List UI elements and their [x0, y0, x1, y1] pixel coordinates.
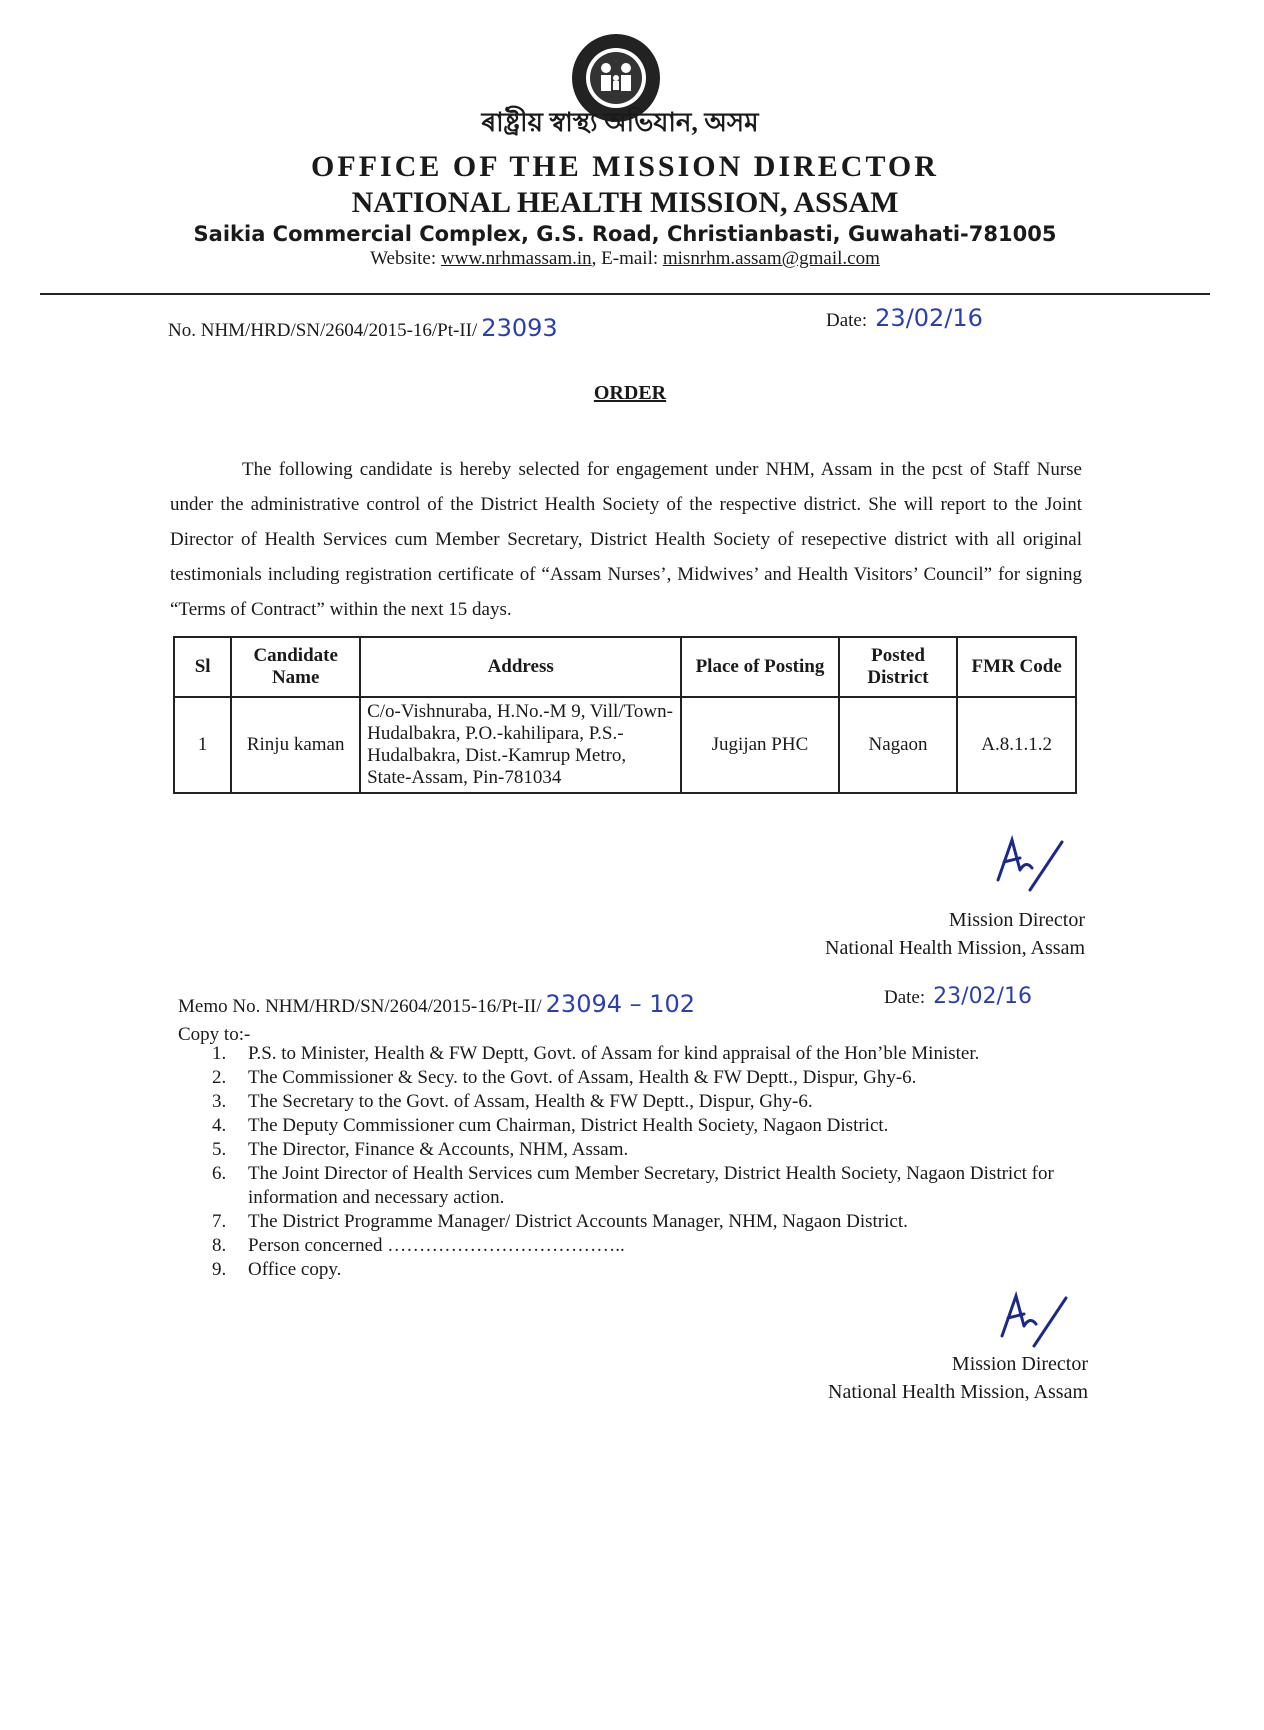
cell-posted-district: Nagaon: [839, 697, 958, 793]
website-link[interactable]: www.nrhmassam.in: [440, 248, 592, 269]
organisation-title: NATIONAL HEALTH MISSION, ASSAM: [351, 186, 899, 219]
reference-handwritten-date: 23/02/16: [875, 304, 983, 332]
list-item: 8. Person concerned ………………………………..: [212, 1235, 625, 1256]
memo-prefix: Memo No. NHM/HRD/SN/2604/2015-16/Pt-II/: [178, 996, 542, 1017]
header-candidate-name: Candidate Name: [231, 637, 360, 697]
header-fmr-code: FMR Code: [957, 637, 1076, 697]
order-body: The following candidate is hereby selected for engagement under NHM, Assam in the pcst of Staff Nurse under the administrative control of the District Health Society of the respective district. She will report to the Joint Director of Health Services cum Member Secretary, District Health Society of resepective district with all original testimonials including registration certificate of “Assam Nurses’, Midwives’ and Health Visitors’ Council” for signing “Terms of Contract” within the next 15 days.: [170, 459, 1082, 620]
memo-date: [884, 984, 1032, 1009]
list-item: 9. Office copy.: [212, 1259, 342, 1280]
list-item: 4. The Deputy Commissioner cum Chairman, District Health Society, Nagaon District.: [212, 1115, 889, 1136]
cell-candidate-name: Rinju kaman: [231, 697, 360, 793]
reference-handwritten-number: 23093: [481, 314, 558, 342]
list-item: 2. The Commissioner & Secy. to the Govt. of Assam, Health & FW Deptt., Dispur, Ghy-6.: [212, 1067, 917, 1088]
cell-fmr-code: A.8.1.1.2: [957, 697, 1076, 793]
contact-line: [200, 248, 1050, 270]
header-divider: [40, 293, 1210, 295]
cell-sl: 1: [174, 697, 231, 793]
copy-to-list: [212, 1042, 1092, 1282]
email-label: , E-mail:: [591, 248, 659, 269]
list-item: 3. The Secretary to the Govt. of Assam, Health & FW Deptt., Dispur, Ghy-6.: [212, 1091, 813, 1112]
memo-handwritten-date: 23/02/16: [933, 984, 1032, 1009]
copy-to-label: Copy to:-: [178, 1024, 251, 1045]
reference-date: [826, 304, 983, 332]
table-row: [174, 697, 1076, 793]
signatory-designation: Mission Director: [948, 909, 1085, 931]
order-heading: ORDER: [593, 382, 667, 404]
cell-address: C/o-Vishnuraba, H.No.-M 9, Vill/Town-Hudalbakra, P.O.-kahilipara, P.S.-Hudalbakra, Dist.-Kamrup Metro, State-Assam, Pin-781034: [360, 697, 681, 793]
header-place-of-posting: Place of Posting: [681, 637, 838, 697]
list-item: 1. P.S. to Minister, Health & FW Deptt, Govt. of Assam for kind appraisal of the Hon’ble Minister.: [212, 1043, 980, 1064]
memo-handwritten-number: 23094 – 102: [545, 990, 696, 1018]
signature-2: [994, 1286, 1074, 1356]
signatory-title-1: [700, 906, 1085, 962]
signatory-title-2: [700, 1350, 1088, 1406]
signature-1: [990, 830, 1070, 900]
list-item: 5. The Director, Finance & Accounts, NHM, Assam.: [212, 1139, 629, 1160]
office-address: Saikia Commercial Complex, G.S. Road, Christianbasti, Guwahati-781005: [193, 222, 1057, 246]
signatory-organisation: National Health Mission, Assam: [828, 1381, 1088, 1403]
signatory-designation: Mission Director: [951, 1353, 1088, 1375]
email-link[interactable]: misnrhm.assam@gmail.com: [662, 248, 880, 269]
website-label: Website:: [370, 248, 437, 269]
office-title: OFFICE OF THE MISSION DIRECTOR: [311, 150, 939, 183]
cell-place-of-posting: Jugijan PHC: [681, 697, 838, 793]
header-address: Address: [360, 637, 681, 697]
bengali-title: ৰাষ্ট্ৰীয় স্বাস্থ্য অভিযান, অসম: [481, 108, 759, 137]
memo-date-label: Date:: [884, 987, 926, 1008]
memo-number: [178, 990, 695, 1018]
reference-number: [168, 314, 558, 342]
list-item: 6. The Joint Director of Health Services cum Member Secretary, District Health Society, Nagaon District for information and necessary action.: [212, 1163, 1054, 1208]
reference-date-label: Date:: [826, 310, 868, 331]
header-posted-district: Posted District: [839, 637, 958, 697]
reference-prefix: No. NHM/HRD/SN/2604/2015-16/Pt-II/: [168, 320, 478, 341]
list-item: 7. The District Programme Manager/ District Accounts Manager, NHM, Nagaon District.: [212, 1211, 908, 1232]
signatory-organisation: National Health Mission, Assam: [825, 937, 1085, 959]
table-header-row: [174, 637, 1076, 697]
header-sl: Sl: [174, 637, 231, 697]
posting-table: [173, 636, 1077, 794]
